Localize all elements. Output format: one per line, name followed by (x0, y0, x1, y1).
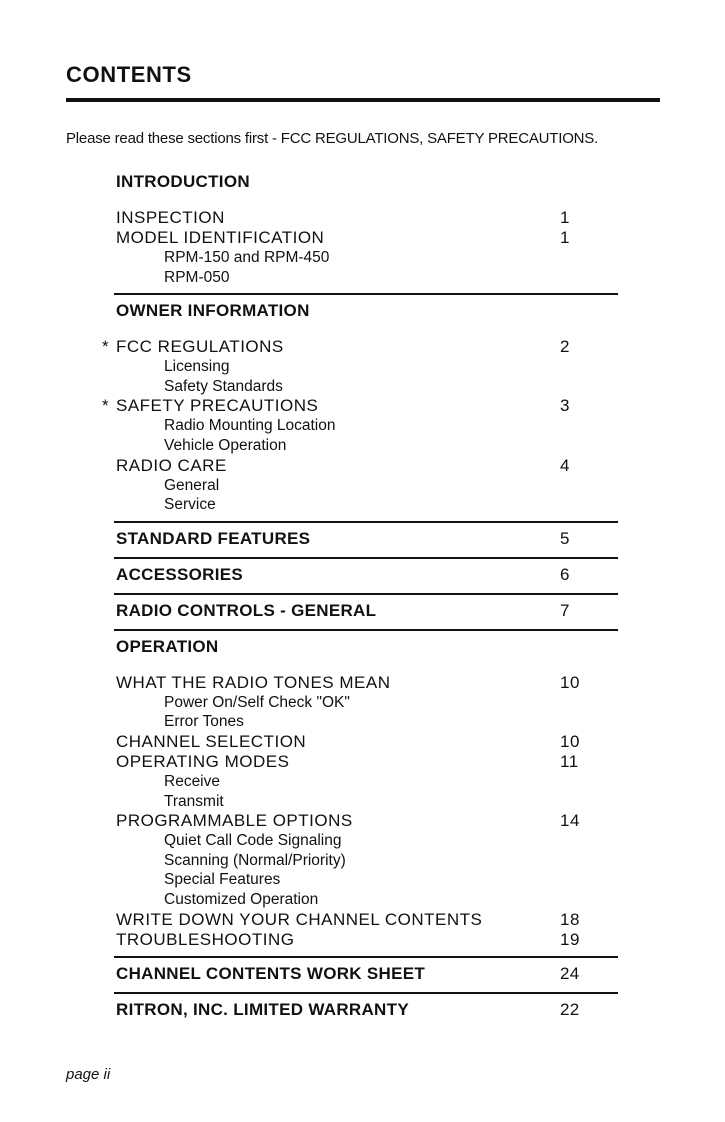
section-heading[interactable] (114, 599, 618, 623)
toc-subentry: Power On/Self Check "OK" (164, 693, 350, 711)
section-title: RADIO CONTROLS - GENERAL (116, 600, 377, 620)
entry-label: INSPECTION (116, 208, 225, 227)
entry-label: WRITE DOWN YOUR CHANNEL CONTENTS (116, 909, 483, 929)
entry-page: 10 (560, 672, 580, 692)
entry-label: SAFETY PRECAUTIONS (116, 396, 319, 416)
toc-subentry: RPM-150 and RPM-450 (164, 249, 330, 266)
entry-label: MODEL IDENTIFICATION (116, 228, 325, 247)
entry-page: 7 (560, 600, 570, 620)
section-title: OWNER INFORMATION (116, 301, 310, 321)
toc-entry-channel-selection[interactable] (114, 732, 618, 752)
entry-page: 5 (560, 528, 570, 548)
section-heading[interactable] (114, 299, 618, 323)
priority-asterisk: * (102, 337, 110, 357)
page-title: CONTENTS (66, 62, 192, 87)
section-heading[interactable] (114, 962, 618, 986)
entry-page: 14 (560, 811, 580, 831)
toc-entry-fcc-regulations[interactable] (102, 337, 618, 357)
section-title: ACCESSORIES (116, 564, 244, 584)
section-title: STANDARD FEATURES (116, 528, 311, 548)
toc-subentry: Quiet Call Code Signaling (164, 832, 342, 850)
toc-subentry: Error Tones (164, 713, 244, 731)
section-work-sheet (114, 958, 618, 994)
toc-subentry: Vehicle Operation (164, 436, 287, 454)
entry-page: 1 (560, 208, 570, 227)
table-of-contents (102, 166, 618, 1028)
entry-page: 18 (560, 909, 580, 929)
entry-page: 10 (560, 731, 580, 751)
toc-subentry: Special Features (164, 871, 281, 889)
section-title: OPERATION (116, 636, 219, 656)
section-standard-features (114, 523, 618, 559)
toc-subentry: Licensing (164, 358, 230, 376)
toc-entry-radio-care[interactable] (114, 456, 618, 476)
entry-page: 22 (560, 999, 580, 1019)
toc-subentry: Safety Standards (164, 377, 283, 395)
section-heading[interactable] (114, 998, 618, 1022)
section-heading[interactable] (114, 563, 618, 587)
entry-label: PROGRAMMABLE OPTIONS (116, 811, 353, 831)
toc-subentry: Transmit (164, 792, 224, 810)
entry-label: OPERATING MODES (116, 751, 290, 771)
toc-subentry: Scanning (Normal/Priority) (164, 851, 346, 869)
entry-page: 4 (560, 455, 570, 475)
toc-subentry: Service (164, 496, 216, 514)
toc-subentry: General (164, 476, 220, 494)
entry-page: 6 (560, 564, 570, 584)
toc-entry-inspection[interactable] (114, 208, 618, 228)
section-accessories (114, 559, 618, 595)
entry-label: FCC REGULATIONS (116, 337, 284, 357)
toc-entry-radio-tones[interactable] (114, 673, 618, 693)
entry-label: RADIO CARE (116, 455, 227, 475)
entry-page: 24 (560, 963, 580, 983)
section-introduction (114, 166, 618, 295)
section-title: CHANNEL CONTENTS WORK SHEET (116, 963, 426, 983)
entry-page: 2 (560, 337, 570, 357)
section-radio-controls (114, 595, 618, 631)
toc-subentry: RPM-050 (164, 268, 230, 286)
entry-page: 3 (560, 396, 570, 416)
priority-asterisk: * (102, 396, 110, 416)
title-divider (66, 98, 660, 102)
toc-subentry: Customized Operation (164, 890, 319, 908)
entry-page: 11 (560, 751, 579, 771)
toc-entry-programmable-options[interactable] (114, 811, 618, 831)
entry-page: 19 (560, 929, 580, 949)
toc-subentry: Receive (164, 772, 220, 790)
section-owner-information (102, 295, 618, 523)
entry-label: WHAT THE RADIO TONES MEAN (116, 672, 391, 692)
section-title: INTRODUCTION (116, 172, 250, 191)
intro-note: Please read these sections first - FCC REGULATIONS, SAFETY PRECAUTIONS. (66, 130, 599, 147)
entry-label: CHANNEL SELECTION (116, 731, 307, 751)
toc-subentry: Radio Mounting Location (164, 417, 336, 435)
toc-entry-safety-precautions[interactable] (102, 396, 618, 416)
toc-entry-troubleshooting[interactable] (114, 930, 618, 950)
section-heading[interactable] (114, 635, 618, 659)
section-warranty (114, 994, 618, 1028)
section-operation (114, 631, 618, 958)
toc-entry-write-down[interactable] (114, 910, 618, 930)
section-heading[interactable] (114, 170, 618, 194)
section-heading[interactable] (114, 527, 618, 551)
page-number-footer: page ii (66, 1066, 111, 1083)
entry-label: TROUBLESHOOTING (116, 929, 295, 949)
entry-page: 1 (560, 228, 570, 247)
toc-entry-model-identification[interactable] (114, 228, 618, 248)
toc-entry-operating-modes[interactable] (114, 752, 618, 772)
section-title: RITRON, INC. LIMITED WARRANTY (116, 999, 409, 1019)
